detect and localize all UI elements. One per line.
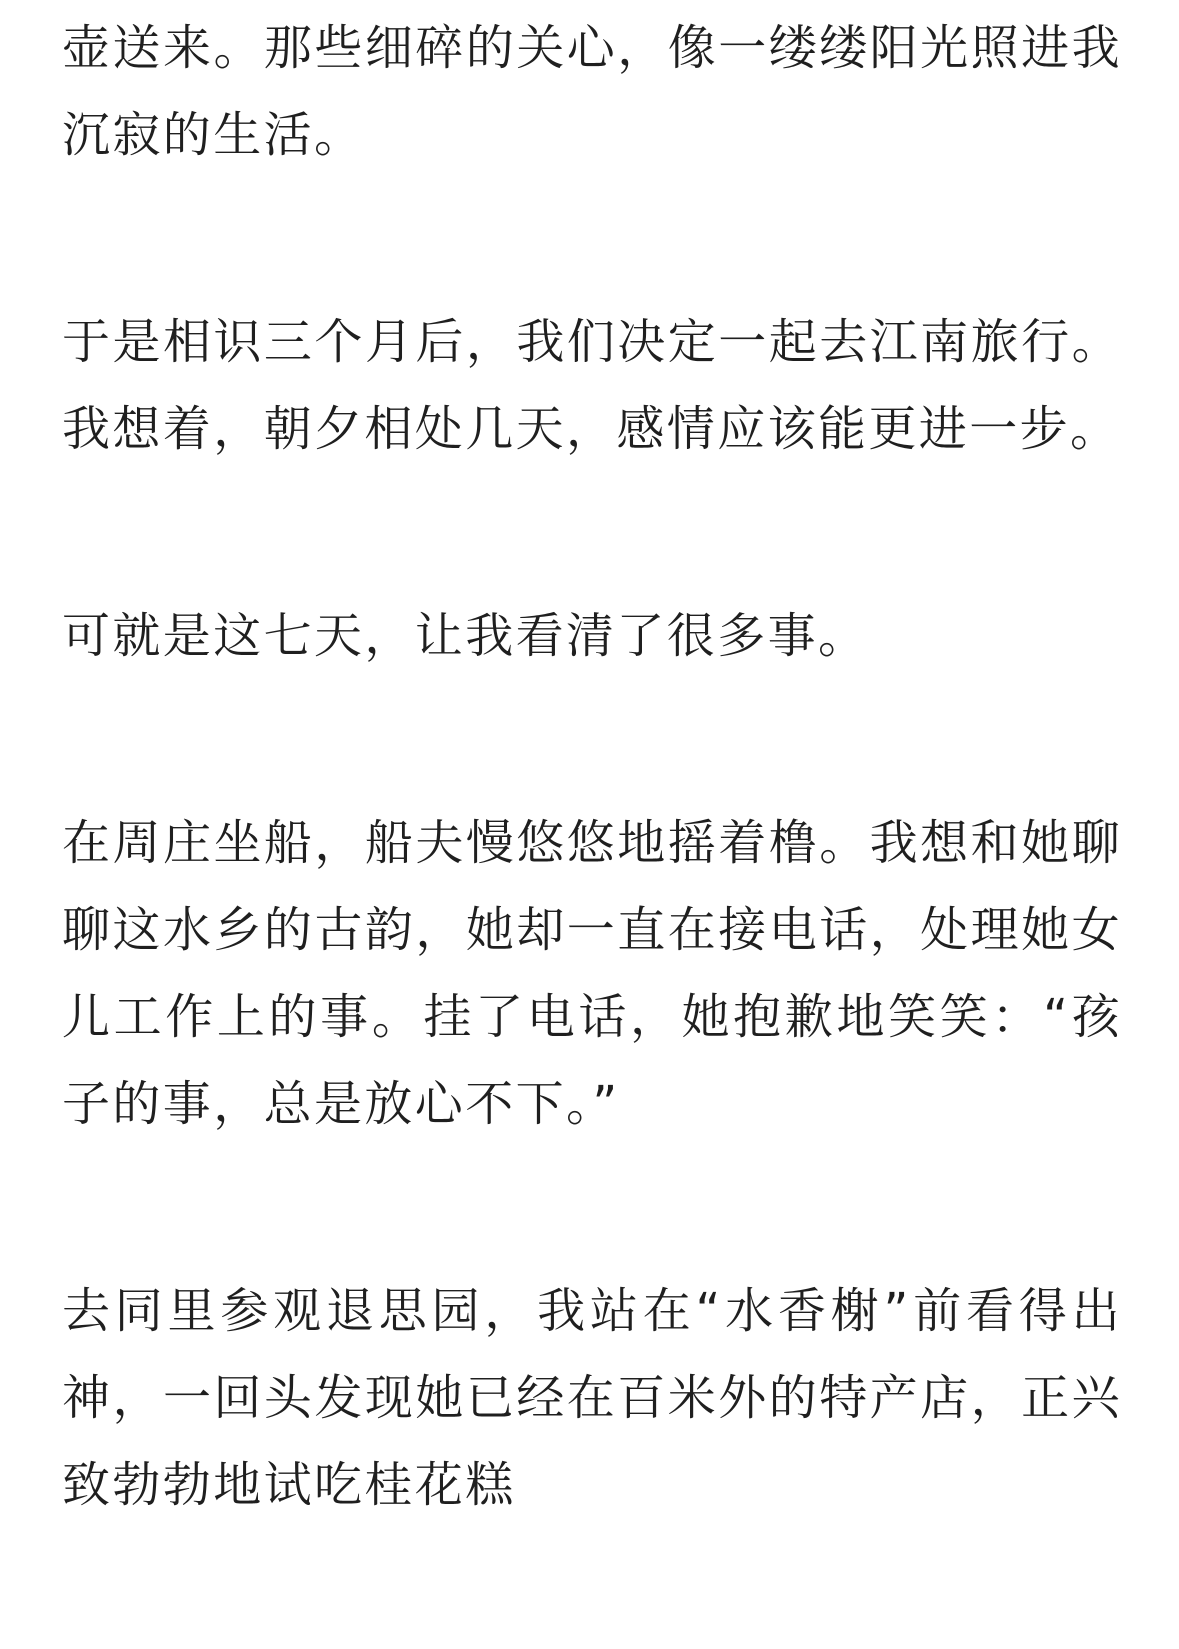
paragraph: 去同里参观退思园，我站在“水香榭”前看得出神，一回头发现她已经在百米外的特产店，正兴致勃勃地试吃桂花糕	[62, 1283, 1122, 1513]
paragraph: 于是相识三个月后，我们决定一起去江南旅行。我想着，朝夕相处几天，感情应该能更进一步。	[62, 314, 1122, 457]
paragraph: 壶送来。那些细碎的关心，像一缕缕阳光照进我沉寂的生活。	[62, 20, 1122, 163]
paragraph: 可就是这七天，让我看清了很多事。	[62, 608, 869, 664]
article-body	[62, 5, 1122, 1649]
paragraph: 在周庄坐船，船夫慢悠悠地摇着橹。我想和她聊聊这水乡的古韵，她却一直在接电话，处理她女儿工作上的事。挂了电话，她抱歉地笑笑：“孩子的事，总是放心不下。”	[62, 815, 1122, 1132]
